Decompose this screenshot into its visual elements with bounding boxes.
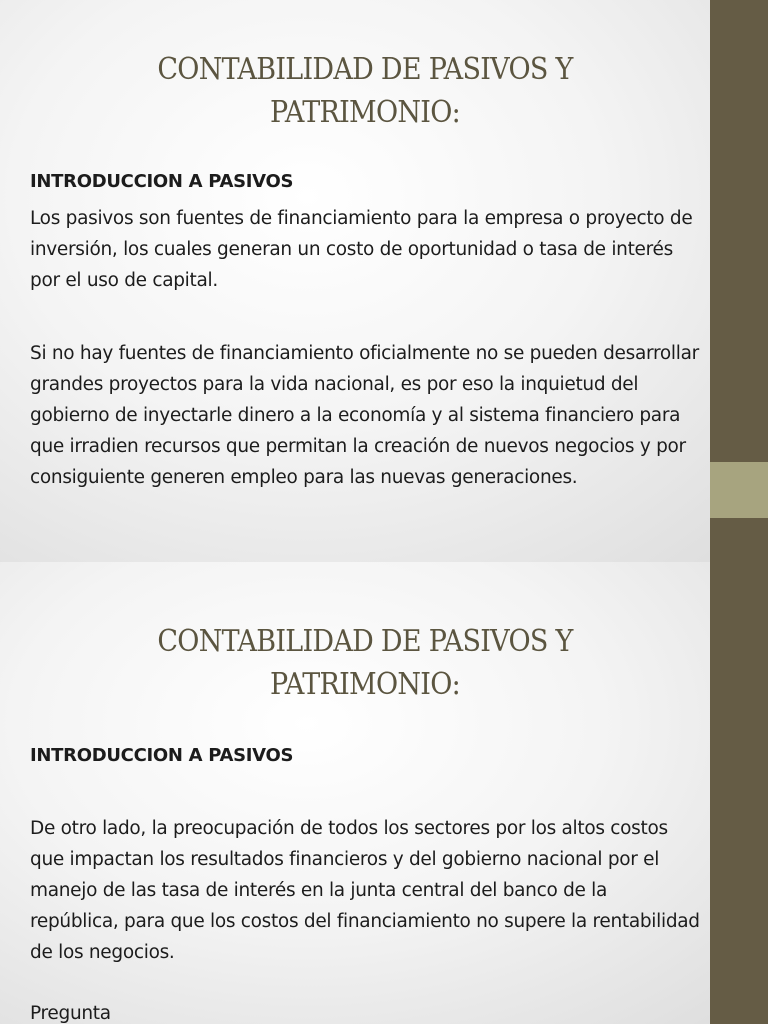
paragraph: Si no hay fuentes de financiamiento oficialmente no se pueden desarrollar grandes proyectos para la vida nacional, es por eso la inquietud del gobierno de inyectarle dinero a la economía y al sistema financiero para que irradien recursos que permitan la creación de nuevos negocios y por consiguiente generen empleo para las nuevas generaciones. [30, 343, 699, 488]
paragraph: Pregunta [30, 1003, 111, 1024]
slide-2 [0, 562, 768, 1024]
slide-title: CONTABILIDAD DE PASIVOS Y PATRIMONIO: [157, 624, 573, 702]
paragraph: De otro lado, la preocupación de todos los sectores por los altos costos que impactan los resultados financieros y del gobierno nacional por el manejo de las tasa de interés en la junta central del banco de la república, para que los costos del financiamiento no supere la rentabilidad de los negocios. [30, 818, 700, 963]
side-bar-accent [710, 462, 768, 518]
slide-title: CONTABILIDAD DE PASIVOS Y PATRIMONIO: [157, 52, 573, 130]
paragraph: Los pasivos son fuentes de financiamiento para la empresa o proyecto de inversión, los cuales generan un costo de oportunidad o tasa de interés por el uso de capital. [30, 208, 693, 291]
side-bar-decoration [710, 562, 768, 1024]
slide-subheading: INTRODUCCION A PASIVOS [30, 745, 294, 766]
slide-subheading: INTRODUCCION A PASIVOS [30, 171, 294, 192]
